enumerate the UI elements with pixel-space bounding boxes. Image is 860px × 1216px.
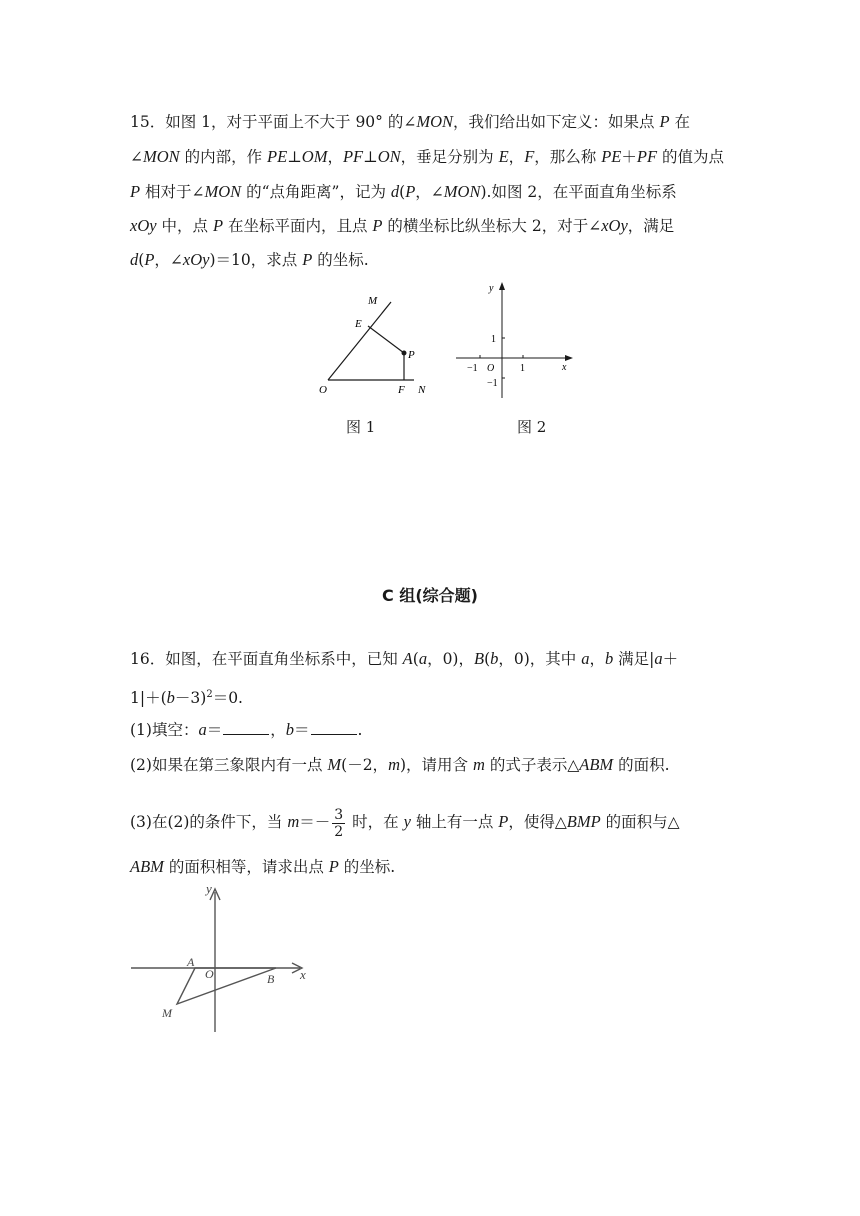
label-f: F xyxy=(398,384,405,396)
q15-line-1: 15．如图 1，对于平面上不大于 90° 的∠MON，我们给出如下定义：如果点 P 在 xyxy=(130,112,690,131)
q15-line-3: P 相对于∠MON 的“点角距离”，记为 d(P，∠MON).如图 2，在平面直角坐标系 xyxy=(130,182,677,201)
label-y-neg1: −1 xyxy=(487,378,498,389)
figure-2-caption: 图 2 xyxy=(517,418,547,436)
answer-blank-b[interactable] xyxy=(311,720,357,735)
label-m: M xyxy=(368,295,378,307)
label-x: x xyxy=(562,362,567,373)
q15-line-4: xOy 中，点 P 在坐标平面内，且点 P 的横坐标比纵坐标大 2，对于∠xOy，满足 xyxy=(130,216,675,235)
label-b: B xyxy=(267,972,275,986)
segment-pe xyxy=(368,326,404,353)
label-y: y xyxy=(206,881,212,896)
q16-line-3: (1)填空：a＝ ，b＝ . xyxy=(130,720,363,739)
label-n: N xyxy=(418,384,426,396)
triangle-abm xyxy=(177,968,276,1004)
label-x: x xyxy=(300,967,306,982)
fraction-three-halves: $\frac{3}{2}$ xyxy=(334,806,344,840)
label-o: O xyxy=(205,967,214,981)
q15-line-2: ∠MON 的内部，作 PE⊥OM，PF⊥ON，垂足分别为 E，F，那么称 PE＋PF 的值为点 xyxy=(130,147,725,166)
figure-2 xyxy=(450,278,580,402)
label-x-1: 1 xyxy=(520,363,525,374)
q15-line-5: d(P，∠xOy)＝10，求点 P 的坐标. xyxy=(130,250,369,269)
label-y: y xyxy=(489,283,494,294)
y-axis-arrow xyxy=(499,282,505,290)
label-p: P xyxy=(408,349,415,361)
q16-line-5: (3)在(2)的条件下，当 m＝－ $\frac{3}{2}$ 时，在 y 轴上有一点 P，使得△BMP 的面积与△ xyxy=(130,806,680,840)
x-axis-arrow xyxy=(565,355,573,361)
label-e: E xyxy=(355,318,362,330)
q16-line-1: 16．如图，在平面直角坐标系中，已知 A(a，0)，B(b，0)，其中 a，b 满足|a＋ xyxy=(130,649,679,668)
q16-line-4: (2)如果在第三象限内有一点 M(－2，m)，请用含 m 的式子表示△ABM 的面积. xyxy=(130,755,670,774)
ray-om xyxy=(328,302,391,380)
label-origin: O xyxy=(487,363,495,374)
label-m: M xyxy=(162,1006,172,1020)
q16-line-2: $1|+(b-3)^2=0$. xyxy=(130,688,243,708)
section-heading: C 组(综合题) xyxy=(382,586,478,605)
point-p-dot xyxy=(402,351,407,356)
q16-line-6: ABM 的面积相等，请求出点 P 的坐标. xyxy=(130,857,396,876)
label-a: A xyxy=(187,955,195,969)
label-x-neg1: −1 xyxy=(467,363,478,374)
figure-1 xyxy=(312,290,442,400)
label-o: O xyxy=(319,384,327,396)
figure-1-caption: 图 1 xyxy=(346,418,376,436)
label-y-1: 1 xyxy=(491,334,496,345)
figure-q16 xyxy=(128,880,318,1040)
answer-blank-a[interactable] xyxy=(223,720,269,735)
